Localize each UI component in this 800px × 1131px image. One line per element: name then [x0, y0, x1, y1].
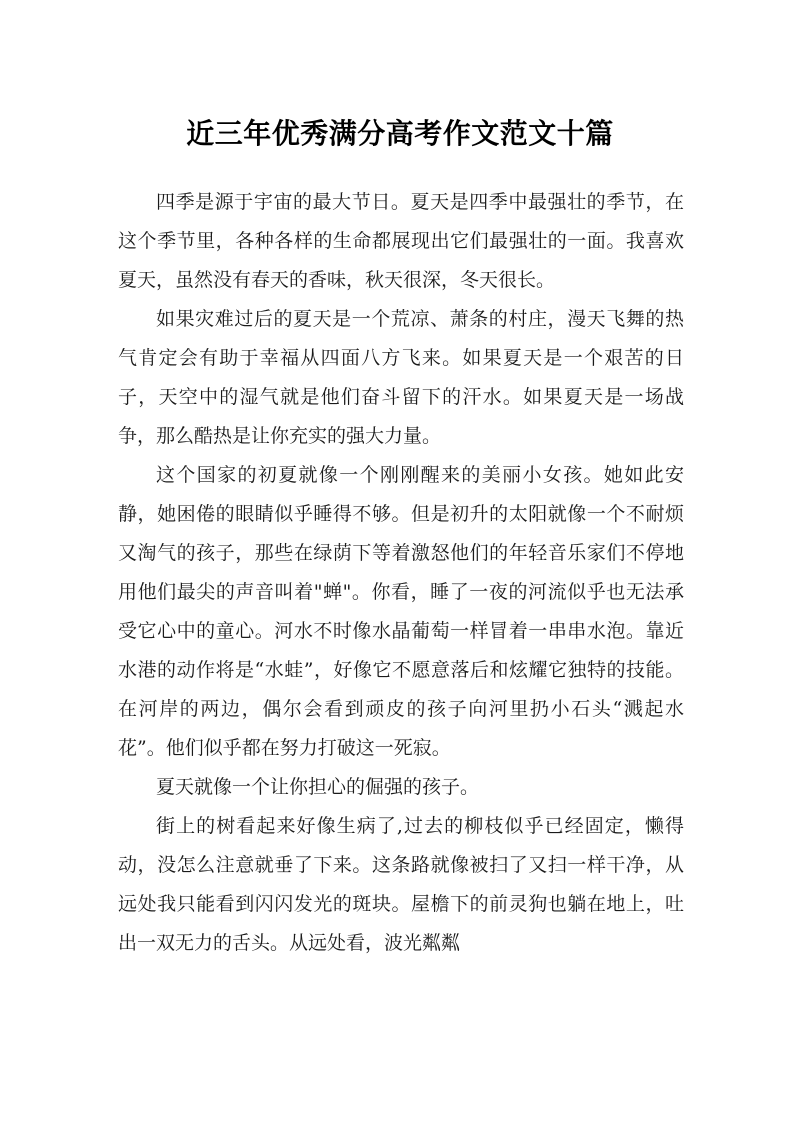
paragraph: 夏天就像一个让你担心的倔强的孩子。: [156, 776, 480, 798]
document-body: [118, 183, 684, 963]
paragraph: 这个国家的初夏就像一个刚刚醒来的美丽小女孩。她如此安静，她困倦的眼睛似乎睡得不够。但是初升的太阳就像一个不耐烦又淘气的孩子，那些在绿荫下等着激怒他们的年轻音乐家们不停地用他们最尖的声音叫着"蝉"。你看，睡了一夜的河流似乎也无法承受它心中的童心。河水不时像水晶葡萄一样冒着一串串水泡。靠近水港的动作将是“水蛙”，好像它不愿意落后和炫耀它独特的技能。在河岸的两边，偶尔会看到顽皮的孩子向河里扔小石头“溅起水花”。他们似乎都在努力打破这一死寂。: [118, 464, 684, 759]
paragraph: 街上的树看起来好像生病了,过去的柳枝似乎已经固定，懒得动，没怎么注意就垂了下来。这条路就像被扫了又扫一样干净，从远处我只能看到闪闪发光的斑块。屋檐下的前灵狗也躺在地上，吐出一双无力的舌头。从远处看，波光粼粼: [118, 815, 684, 954]
document-title: 近三年优秀满分高考作文范文十篇: [186, 116, 614, 150]
paragraph: 四季是源于宇宙的最大节日。夏天是四季中最强壮的季节，在这个季节里，各种各样的生命都展现出它们最强壮的一面。我喜欢夏天，虽然没有春天的香味，秋天很深，冬天很长。: [118, 191, 684, 291]
paragraph: 如果灾难过后的夏天是一个荒凉、萧条的村庄，漫天飞舞的热气肯定会有助于幸福从四面八方飞来。如果夏天是一个艰苦的日子，天空中的湿气就是他们奋斗留下的汗水。如果夏天是一场战争，那么酷热是让你充实的强大力量。: [118, 308, 684, 447]
